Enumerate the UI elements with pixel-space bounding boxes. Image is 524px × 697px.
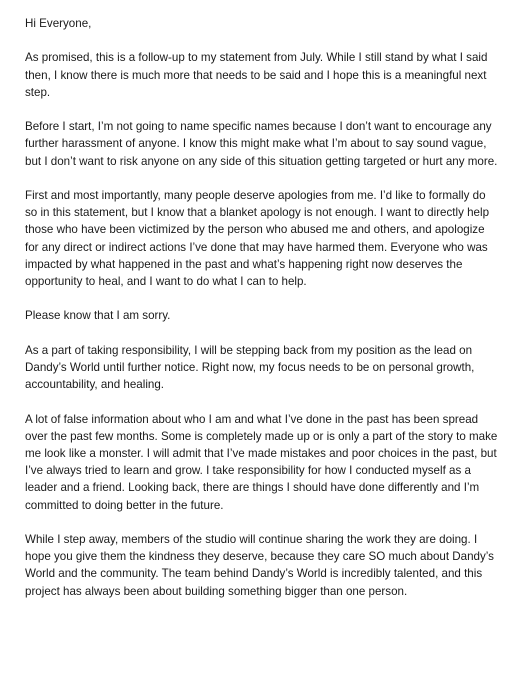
paragraph-stepping-back: As a part of taking responsibility, I will be stepping back from my position as the lead on Dandy’s World until further notice. Right now, my focus needs to be on personal growth, accountability, and healing. [25,343,475,392]
paragraph-followup: As promised, this is a follow-up to my statement from July. While I still stand by what I said then, I know there is much more that needs to be said and I hope this is a meaningful next step. [25,51,488,99]
greeting: Hi Everyone, [25,17,92,30]
paragraph-sorry: Please know that I am sorry. [25,309,171,323]
paragraph-no-names: Before I start, I’m not going to name specific names because I don’t want to encourage any further harassment of anyone. I know this might make what I’m about to say sound vague, but I don’t want to risk anyone on any side of this situation getting targeted or hurt any more. [25,120,498,168]
paragraph-apologies: First and most importantly, many people deserve apologies from me. I’d like to formally do so in this statement, but I know that a blanket apology is not enough. I want to directly help those who have been victimized by the person who abused me and others, and apologize for any direct or indirect actions I’ve done that may have harmed them. Everyone who was impacted by what happened in the past and what’s happening right now deserves the opportunity to heal, and I want to do what I can to help. [25,188,490,288]
paragraph-false-information: A lot of false information about who I am and what I’ve done in the past has been spread over the past few months. Some is completely made up or is only a part of the story to make me look like a monster. I will admit that I’ve made mistakes and poor choices in the past, but I’ve always tried to learn and grow. I take responsibility for how I conducted myself as a leader and a friend. Looking back, there are things I should have done differently and I’m committed to doing better in the future. [25,412,498,512]
paragraph-studio-team: While I step away, members of the studio will continue sharing the work they are doing. I hope you give them the kindness they deserve, because they care SO much about Dandy’s World and the community. The team behind Dandy’s World is incredibly talented, and this project has always been about building something bigger than one person. [25,532,494,598]
